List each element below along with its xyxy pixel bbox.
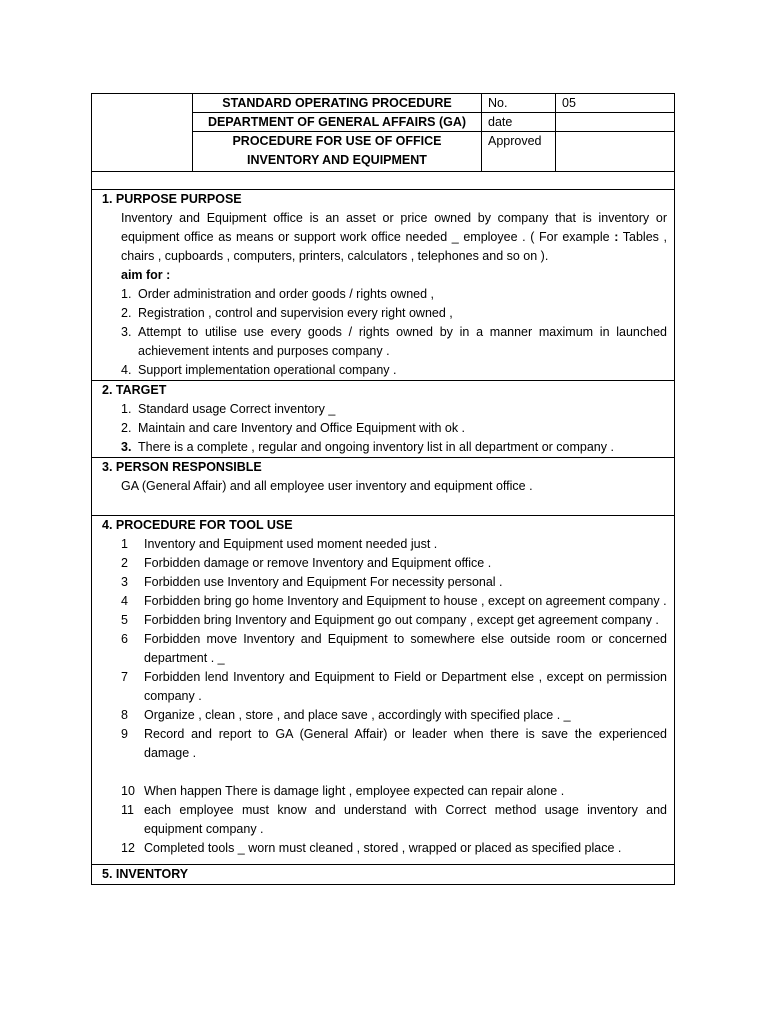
list-item-text: Registration , control and supervision every right owned , [138,306,453,320]
label-approved: Approved [482,132,556,171]
list-item-text: Forbidden lend Inventory and Equipment to Field or Department else , except on permission company . [144,670,667,703]
aim-label: aim for : [121,268,171,282]
section-procedure [92,516,674,865]
procedure-title-line1: PROCEDURE FOR USE OF OFFICE [232,134,442,148]
value-approved [556,132,674,171]
list-item-number: 4 [121,594,128,608]
section-purpose [92,190,674,381]
procedure-gap [121,763,667,782]
spacer-row [92,172,674,190]
section-inventory-title: 5. INVENTORY [102,867,189,881]
label-date: date [482,113,556,132]
list-item-number: 8 [121,708,128,722]
list-item [121,725,667,763]
purpose-colon: : [614,230,619,244]
section-target [92,381,674,458]
list-item [121,611,667,630]
sop-title: STANDARD OPERATING PROCEDURE [193,94,482,113]
list-item-number: 6 [121,632,128,646]
section-inventory [92,865,674,884]
list-item-text: Maintain and care Inventory and Office Equipment with ok . [138,421,466,435]
procedure-list-b [121,782,667,858]
list-item-text: Completed tools _ worn must cleaned , stored , wrapped or placed as specified place . [144,841,622,855]
procedure-body [102,535,667,858]
purpose-text: Inventory and Equipment office is an asset or price owned by company that is inventory or equipment office as means or support work office needed _ employee . ( For example [121,211,667,244]
list-item-text: Forbidden use Inventory and Equipment For necessity personal . [144,575,503,589]
section-person-responsible [92,458,674,516]
list-item-text: each employee must know and understand with Correct method usage inventory and equipment company . [144,803,667,836]
value-no: 05 [556,94,674,113]
list-item-number: 5 [121,613,128,627]
list-item [121,554,667,573]
list-item-text: Forbidden damage or remove Inventory and Equipment office . [144,556,492,570]
list-item-number: 2. [121,421,132,435]
value-date [556,113,674,132]
list-item [121,782,667,801]
procedure-list-a [121,535,667,763]
list-item-number: 1. [121,402,132,416]
list-item [121,839,667,858]
section-person-title: 3. PERSON RESPONSIBLE [102,460,262,474]
list-item-text: Standard usage Correct inventory _ [138,402,336,416]
list-item [121,438,667,457]
target-list [102,400,667,457]
list-item [121,592,667,611]
list-item-number: 12 [121,841,135,855]
header-table [92,94,674,172]
list-item-number: 7 [121,670,128,684]
list-item-number: 1. [121,287,132,301]
list-item-number: 3 [121,575,128,589]
list-item-number: 3. [121,325,132,339]
list-item-number: 1 [121,537,128,551]
section-target-title: 2. TARGET [102,383,167,397]
list-item-number: 11 [121,803,134,817]
section-purpose-title: 1. PURPOSE PURPOSE [102,192,242,206]
list-item-text: Order administration and order goods / rights owned , [138,287,434,301]
list-item-number: 3. [121,440,132,454]
list-item [121,419,667,438]
list-item-text: There is a complete , regular and ongoing inventory list in all department or company . [138,440,614,454]
list-item [121,361,667,380]
list-item [121,573,667,592]
section-procedure-title: 4. PROCEDURE FOR TOOL USE [102,518,293,532]
aim-list [121,285,667,380]
list-item [121,535,667,554]
list-item-text: Forbidden bring Inventory and Equipment go out company , except get agreement company . [144,613,659,627]
list-item [121,285,667,304]
list-item-text: When happen There is damage light , employee expected can repair alone . [144,784,565,798]
list-item-text: Inventory and Equipment used moment needed just . [144,537,438,551]
list-item [121,668,667,706]
list-item [121,400,667,419]
logo-cell [92,94,193,171]
list-item-number: 2. [121,306,132,320]
purpose-paragraph [121,209,667,266]
list-item-text: Forbidden bring go home Inventory and Equipment to house , except on agreement company . [144,594,667,608]
list-item-text: Attempt to utilise use every goods / rights owned by in a manner maximum in launched achievement intents and purposes company . [138,325,667,358]
list-item-number: 4. [121,363,132,377]
procedure-title-line2: INVENTORY AND EQUIPMENT [247,153,427,167]
list-item-text: Record and report to GA (General Affair) or leader when there is save the experienced damage . [144,727,667,760]
list-item [121,323,667,361]
list-item-text: Support implementation operational company . [138,363,397,377]
list-item [121,706,667,725]
list-item [121,630,667,668]
label-no: No. [482,94,556,113]
department-title: DEPARTMENT OF GENERAL AFFAIRS (GA) [193,113,482,132]
list-item-number: 9 [121,727,128,741]
procedure-title [193,132,482,171]
person-text: GA (General Affair) and all employee user inventory and equipment office . [121,479,533,493]
list-item-number: 10 [121,784,135,798]
list-item-text: Organize , clean , store , and place save , accordingly with specified place . _ [144,708,571,722]
list-item-number: 2 [121,556,128,570]
list-item [121,304,667,323]
sop-document [91,93,675,885]
list-item-text: Forbidden move Inventory and Equipment to somewhere else outside room or concerned department . _ [144,632,667,665]
list-item [121,801,667,839]
purpose-example: Tables , chairs , cupboards , computers, printers, calculators , telephones and so on ). [121,230,667,263]
